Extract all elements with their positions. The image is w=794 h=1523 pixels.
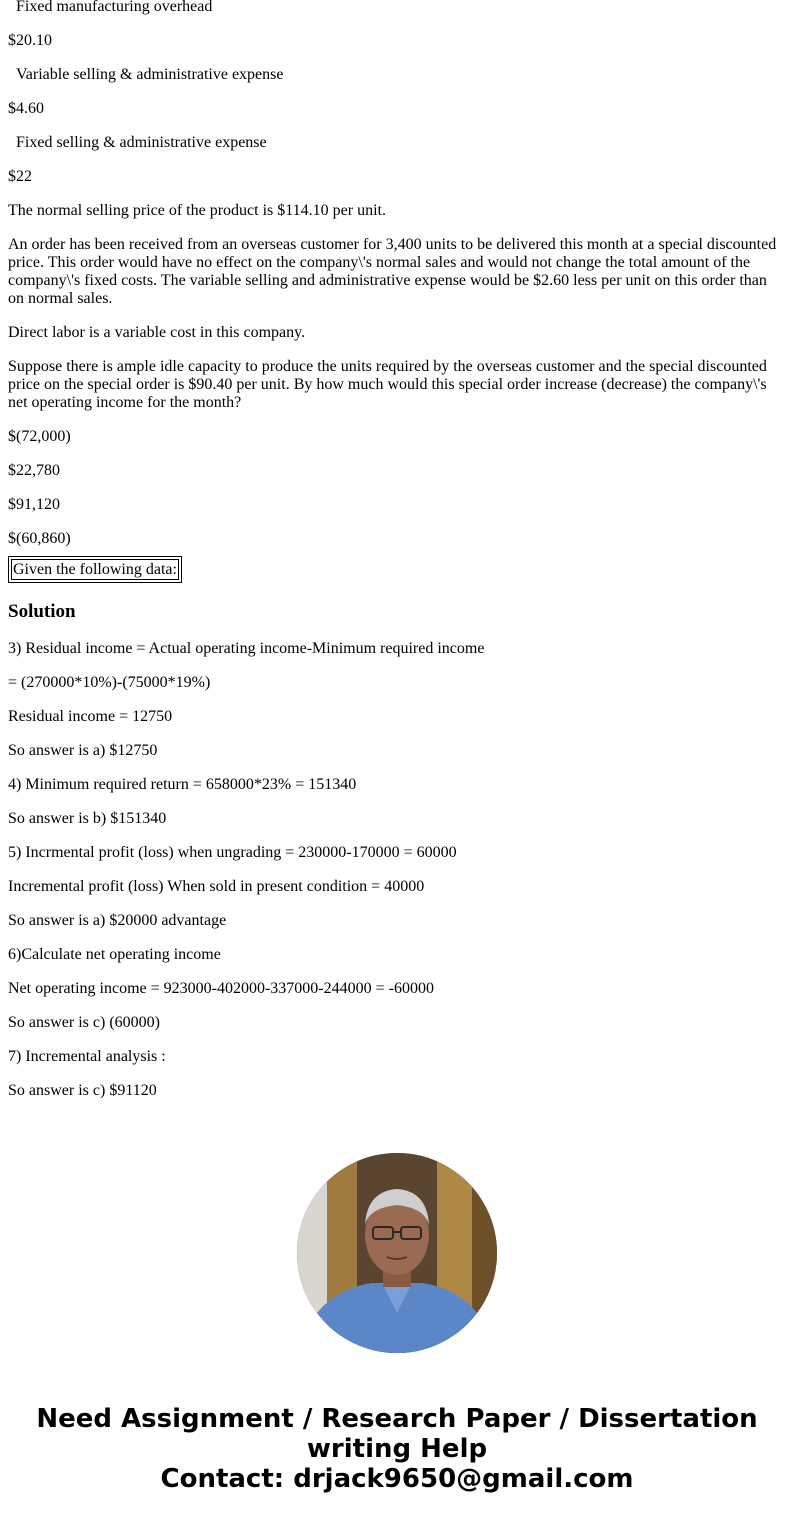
given-data-table: [8, 556, 182, 583]
author-portrait-image: [297, 1153, 497, 1353]
cost-item-label: Fixed manufacturing overhead: [16, 0, 213, 15]
solution-line: So answer is c) $91120: [8, 1082, 157, 1099]
solution-line: 7) Incremental analysis :: [8, 1048, 166, 1065]
cost-item-label: Fixed selling & administrative expense: [16, 134, 267, 151]
question-paragraph: Direct labor is a variable cost in this company.: [8, 324, 306, 341]
solution-line: So answer is a) $20000 advantage: [8, 912, 227, 929]
cost-item-label: Variable selling & administrative expense: [16, 66, 284, 83]
solution-line: Net operating income = 923000-402000-337000-244000 = -60000: [8, 980, 434, 997]
solution-line: = (270000*10%)-(75000*19%): [8, 674, 211, 691]
given-data-label: Given the following data:: [13, 561, 177, 578]
cost-item-value: $20.10: [8, 32, 52, 49]
answer-option: $(72,000): [8, 428, 71, 445]
solution-line: 4) Minimum required return = 658000*23% = 151340: [8, 776, 357, 793]
answer-option: $22,780: [8, 462, 60, 479]
solution-line: So answer is b) $151340: [8, 810, 167, 827]
promo-footer: [0, 1404, 794, 1494]
document-body: [8, 0, 786, 1100]
solution-heading: Solution: [8, 601, 76, 622]
question-paragraph: The normal selling price of the product is $114.10 per unit.: [8, 202, 386, 219]
cost-item-value: $22: [8, 168, 32, 185]
promo-line: Need Assignment / Research Paper / Dissertation: [36, 1404, 758, 1434]
answer-option: $(60,860): [8, 530, 71, 547]
question-paragraph: Suppose there is ample idle capacity to produce the units required by the overseas customer and the special discounted price on the special order is $90.40 per unit. By how much would this special order increase (decrease) the company\'s net operating income for the month?: [8, 358, 767, 411]
answer-option: $91,120: [8, 496, 60, 513]
solution-line: Residual income = 12750: [8, 708, 173, 725]
promo-line: writing Help: [306, 1434, 488, 1464]
question-paragraph: An order has been received from an overseas customer for 3,400 units to be delivered this month at a special discounted price. This order would have no effect on the company\'s normal sales and would not change the total amount of the company\'s fixed costs. The variable selling and administrative expense would be $2.60 less per unit on this order than on normal sales.: [8, 236, 777, 307]
solution-line: 5) Incrmental profit (loss) when ungrading = 230000-170000 = 60000: [8, 844, 457, 861]
solution-line: So answer is c) (60000): [8, 1014, 160, 1031]
contact-email: Contact: drjack9650@gmail.com: [160, 1464, 634, 1494]
cost-item-value: $4.60: [8, 100, 44, 117]
author-avatar: [297, 1153, 497, 1353]
solution-line: Incremental profit (loss) When sold in present condition = 40000: [8, 878, 425, 895]
solution-line: 6)Calculate net operating income: [8, 946, 221, 963]
solution-line: So answer is a) $12750: [8, 742, 158, 759]
solution-line: 3) Residual income = Actual operating income-Minimum required income: [8, 640, 485, 657]
